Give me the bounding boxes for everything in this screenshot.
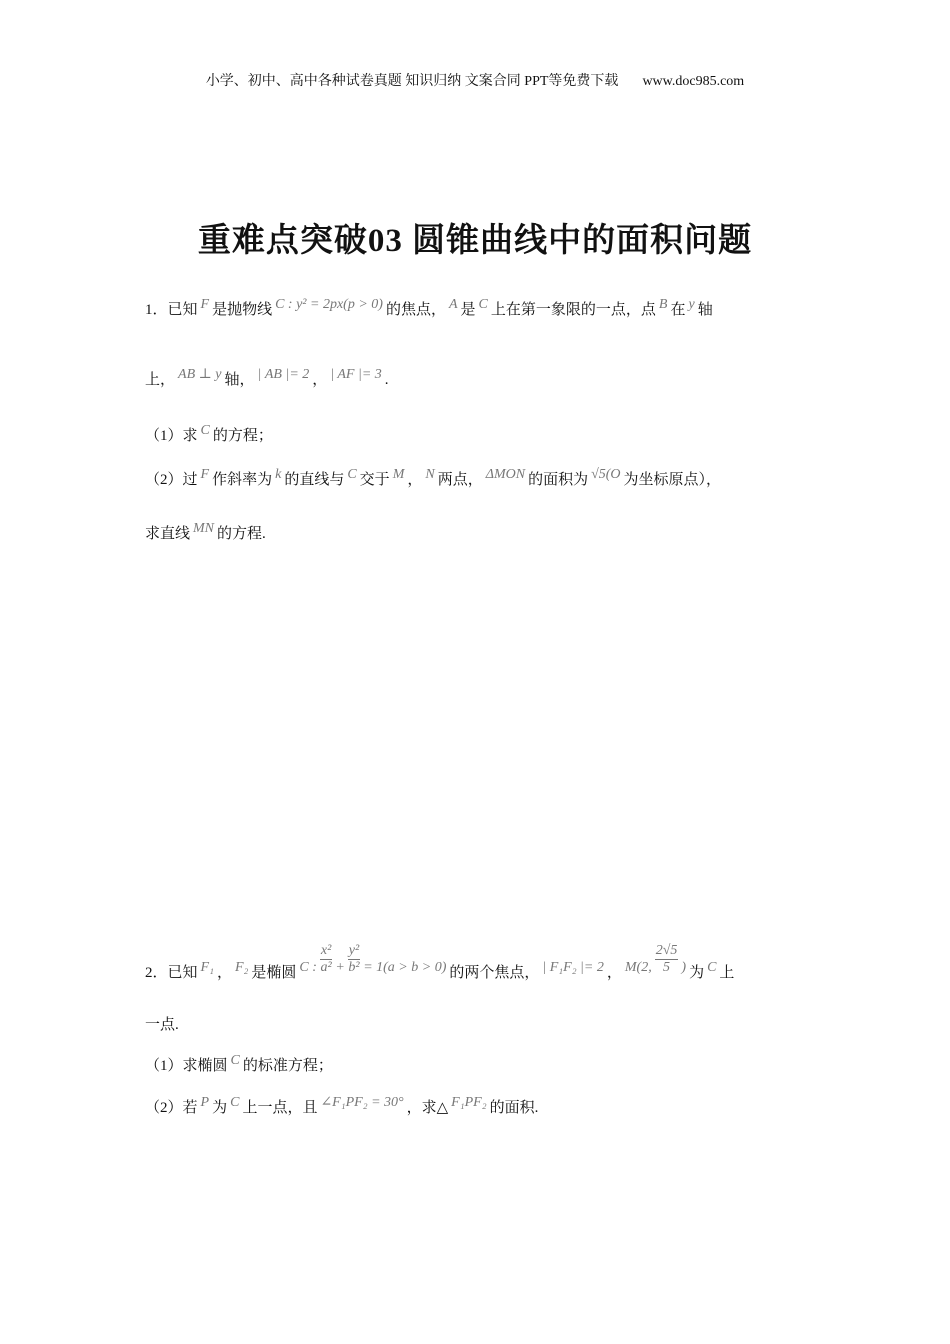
- text-run: （1）求: [145, 428, 198, 444]
- text-line: [145, 1013, 179, 1034]
- numerator: 2√5: [655, 943, 678, 958]
- text-run: 的焦点，: [385, 302, 446, 318]
- header-url: www.doc985.com: [642, 74, 745, 89]
- math-expression: k: [275, 467, 282, 482]
- text-run: 是椭圆: [251, 964, 297, 981]
- math-expression: C: [478, 297, 488, 312]
- page-title: 重难点突破03 圆锥曲线中的面积问题: [197, 223, 753, 259]
- text-run: 一点.: [145, 1017, 179, 1033]
- math-expression: M(2,: [624, 959, 652, 975]
- text-run: 是抛物线: [212, 302, 273, 318]
- text-run: ，求△: [406, 1100, 449, 1116]
- text-run: 2．已知: [145, 964, 198, 981]
- math-expression: F₁PF₂: [451, 1095, 487, 1110]
- math-expression: y: [688, 297, 695, 312]
- text-run: 上，: [145, 372, 176, 388]
- text-line: [145, 943, 735, 990]
- math-expression: ΔMON: [485, 467, 526, 482]
- text-line: [145, 1096, 538, 1117]
- text-run: 的方程；: [212, 428, 273, 444]
- denominator: b²: [348, 960, 360, 975]
- text-run: ，: [606, 964, 622, 981]
- math-expression: C: [230, 1095, 240, 1110]
- math-expression: F₂: [234, 959, 249, 975]
- text-run: （1）求椭圆: [145, 1058, 228, 1074]
- text-run: 轴: [697, 302, 713, 318]
- text-run: 轴，: [224, 372, 255, 388]
- text-run: 交于: [359, 472, 390, 488]
- math-expression: A: [448, 297, 458, 312]
- math-expression: | AF |= 3: [330, 367, 382, 382]
- math-fraction: [655, 943, 679, 976]
- math-expression: C: [707, 959, 717, 975]
- page-header: [0, 70, 950, 90]
- text-run: 为坐标原点），: [623, 472, 722, 488]
- math-expression: ): [681, 959, 687, 975]
- numerator: x²: [320, 943, 332, 958]
- text-run: 作斜率为: [212, 472, 273, 488]
- text-run: 的两个焦点，: [449, 964, 540, 981]
- math-expression: F: [200, 297, 210, 312]
- math-expression: C :: [299, 959, 317, 975]
- text-run: 1．已知: [145, 302, 198, 318]
- math-expression: MN: [193, 521, 215, 536]
- text-run: 两点，: [437, 472, 483, 488]
- math-expression: N: [425, 467, 435, 482]
- text-run: 上一点，且: [242, 1100, 318, 1116]
- text-line: [145, 368, 389, 389]
- denominator: 5: [663, 960, 671, 975]
- math-expression: ∠F₁PF₂ = 30°: [320, 1095, 404, 1110]
- text-run: （2）过: [145, 472, 198, 488]
- text-run: 上在第一象限的一点，点: [490, 302, 656, 318]
- math-fraction: [320, 943, 332, 976]
- math-expression: M: [392, 467, 405, 482]
- text-line: [145, 522, 266, 543]
- text-line: [145, 424, 273, 445]
- math-expression: B: [658, 297, 668, 312]
- text-run: 的直线与: [284, 472, 345, 488]
- math-expression: | F₁F₂ |= 2: [542, 959, 604, 975]
- numerator: y²: [348, 943, 360, 958]
- math-expression: | AB |= 2: [257, 367, 310, 382]
- math-expression: = 1(a > b > 0): [363, 959, 447, 975]
- denominator: a²: [320, 960, 332, 975]
- math-expression: +: [335, 959, 345, 975]
- math-fraction: [348, 943, 360, 976]
- text-run: 求直线: [145, 526, 191, 542]
- text-line: [145, 298, 713, 319]
- math-expression: C: [200, 423, 210, 438]
- text-run: 的标准方程；: [242, 1058, 333, 1074]
- text-run: 是: [460, 302, 476, 318]
- text-run: ，: [407, 472, 423, 488]
- text-run: .: [384, 372, 389, 388]
- text-run: 的面积.: [489, 1100, 539, 1116]
- text-run: （2）若: [145, 1100, 198, 1116]
- math-expression: C: [347, 467, 357, 482]
- math-expression: AB ⊥ y: [178, 367, 222, 382]
- text-run: 在: [670, 302, 686, 318]
- text-run: ，: [312, 372, 328, 388]
- text-run: 上: [719, 964, 735, 981]
- text-run: 的面积为: [528, 472, 589, 488]
- header-text: 小学、初中、高中各种试卷真题 知识归纳 文案合同 PPT等免费下载: [205, 74, 619, 89]
- math-expression: √5(O: [591, 467, 621, 482]
- math-expression: C: [230, 1053, 240, 1068]
- text-run: ，: [216, 964, 232, 981]
- text-line: [145, 468, 721, 489]
- text-run: 为: [689, 964, 705, 981]
- text-run: 为: [212, 1100, 228, 1116]
- math-expression: F: [200, 467, 210, 482]
- text-run: 的方程.: [217, 526, 266, 542]
- math-expression: C : y² = 2px(p > 0): [275, 297, 383, 312]
- text-line: [145, 1054, 333, 1075]
- math-expression: F₁: [200, 959, 214, 975]
- math-expression: P: [200, 1095, 210, 1110]
